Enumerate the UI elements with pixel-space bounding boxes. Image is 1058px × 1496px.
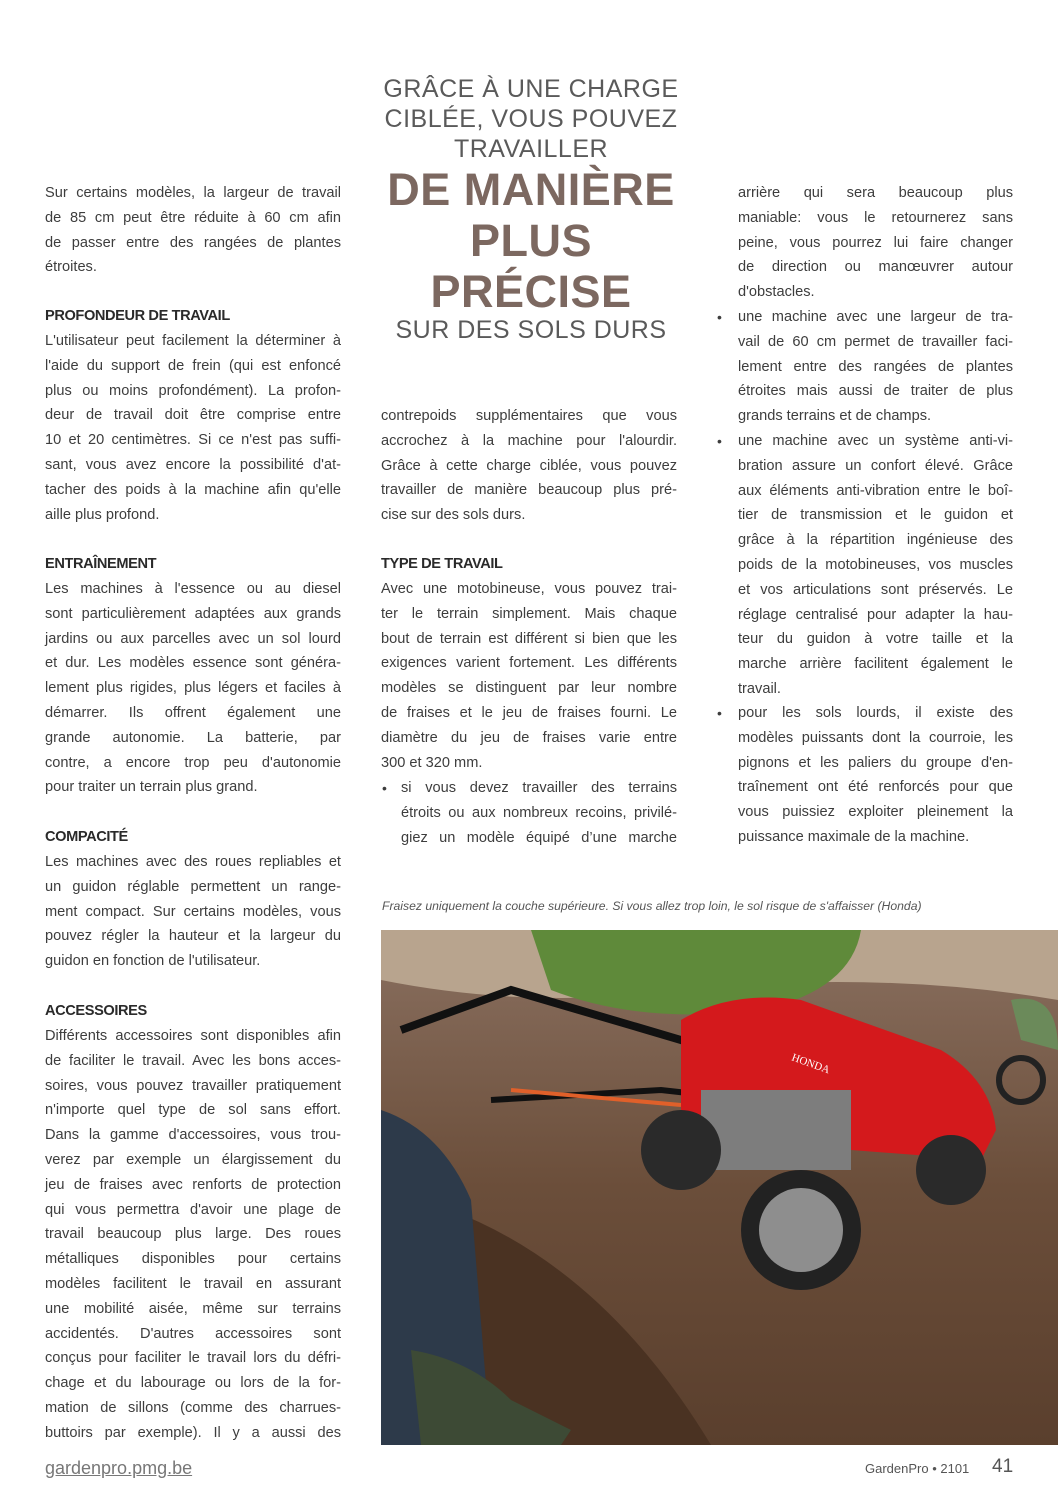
bullet-icon: •: [717, 433, 722, 449]
text-line: accidentés. D'autres accessoires sont: [45, 1325, 341, 1342]
text-line: étroites.: [45, 259, 97, 276]
text-line: de 85 cm peut être réduite à 60 cm afin: [45, 209, 341, 226]
bullet-icon: •: [717, 705, 722, 721]
text-line: grande autonomie. La batterie, par: [45, 729, 341, 746]
pull-quote-intro-line: TRAVAILLER: [453, 135, 609, 163]
text-line: lement plus rigides, plus légers et faciles à: [45, 680, 341, 697]
text-line: conçus pour faciliter le travail lors du défri-: [45, 1350, 341, 1367]
text-line: une machine avec un système anti-vi-: [738, 433, 1013, 449]
text-line: aille plus profond.: [45, 506, 160, 523]
text-line: lement entre des rangées de plantes: [738, 358, 1013, 375]
wheel-rim: [759, 1188, 843, 1272]
text-line: l'aide du support de frein (qui est enfoncé: [45, 357, 341, 374]
pull-quote-emphasis-line: PLUS: [469, 215, 592, 266]
text-line: sant, vous avez encore la possibilité d'at-: [45, 456, 341, 473]
pull-quote-emphasis-line: PRÉCISE: [430, 266, 632, 317]
text-line: tier de transmission et le guidon et: [738, 507, 1013, 524]
text-line: qui vous permettra d'avoir une plage de: [45, 1201, 341, 1218]
text-line: ter le terrain simplement. Mais chaque: [381, 605, 677, 622]
heading-entrainement: ENTRAÎNEMENT: [45, 556, 157, 572]
bullet-sols-lourds: [738, 701, 1013, 850]
text-line: et dur. Les modèles essence sont généra-: [45, 655, 341, 672]
bullet-largeur-60cm: [738, 305, 1013, 429]
bullet-icon: •: [382, 780, 387, 796]
text-line: modèles puissants dont la courroie, les: [738, 729, 1013, 746]
text-line: n'importe quel type de sol sans effort.: [45, 1102, 341, 1119]
text-line: puissance maximale de la machine.: [738, 828, 970, 845]
bullet-icon: •: [717, 309, 722, 325]
text-line: plus ou moins profondément). La profon-: [45, 382, 341, 399]
text-line: contre, a encore trop peu d'autonomie: [45, 754, 341, 771]
paragraph-compacite: [45, 850, 341, 974]
text-line: pour les sols lourds, il existe des: [738, 705, 1013, 721]
bullet-anti-vibration: [738, 429, 1013, 702]
text-line: vail de 60 cm permet de travailler faci-: [738, 333, 1013, 350]
text-line: modèles se distinguent par leur nombre: [381, 680, 677, 697]
text-line: guidon en fonction de l'utilisateur.: [45, 953, 261, 970]
text-line: tacher des poids à la machine afin qu'elle: [45, 481, 341, 498]
heading-profondeur: PROFONDEUR DE TRAVAIL: [45, 308, 230, 324]
text-line: modèles facilitent le travail en assurant: [45, 1275, 341, 1292]
bullet-marche-arriere-continued: [738, 181, 1013, 305]
text-line: de passer entre des rangées de plantes: [45, 234, 341, 251]
text-line: réglage centralisé pour adapter la hau-: [738, 606, 1013, 623]
text-line: une machine avec une largeur de tra-: [738, 309, 1013, 325]
text-line: bration assure un confort élevé. Grâce: [738, 457, 1013, 474]
text-line: travail.: [738, 680, 781, 697]
text-line: et vos articulations sont préservés. Le: [738, 581, 1013, 598]
text-line: de faciliter le travail. Avec les bons acces-: [45, 1052, 341, 1069]
text-line: Différents accessoires sont disponibles afin: [45, 1028, 341, 1044]
paragraph-entrainement: [45, 577, 341, 800]
text-line: mation de sillons (comme des charrues-: [45, 1399, 341, 1416]
text-line: poids de la motobineuses, vos muscles: [738, 556, 1013, 573]
text-line: jeu de fraises avec renforts de protection: [45, 1176, 341, 1193]
text-line: arrière qui sera beaucoup plus: [738, 185, 1013, 201]
pull-quote-intro-line: GRÂCE À UNE CHARGE: [383, 75, 679, 103]
text-line: travailler de manière beaucoup plus pré-: [381, 482, 677, 499]
paragraph-contrepoids: [381, 404, 677, 528]
honda-logo-text: HONDA: [789, 1051, 832, 1077]
tiller-photo: [381, 930, 1058, 1445]
text-line: étroites mais aussi de traiter de plus: [738, 383, 1013, 400]
paragraph-profondeur: [45, 329, 341, 527]
text-line: Les machines avec des roues repliables et: [45, 854, 341, 870]
paragraph-accessoires: [45, 1024, 341, 1446]
text-line: d'obstacles.: [738, 284, 815, 301]
text-line: travail beaucoup plus large. Des roues: [45, 1226, 341, 1243]
text-line: traînement ont été renforcés pour que: [738, 779, 1013, 796]
text-line: peine, vous pourrez lui faire changer: [738, 234, 1013, 251]
magazine-issue: GardenPro • 2101: [865, 1461, 970, 1476]
heading-accessoires: ACCESSOIRES: [45, 1003, 147, 1019]
text-line: de fraises et le jeu de fraises fourni. Le: [381, 704, 677, 721]
pull-quote-intro-line: CIBLÉE, VOUS POUVEZ: [384, 105, 678, 133]
text-line: Avec une motobineuse, vous pouvez trai-: [381, 581, 677, 597]
text-line: jardins ou aux parcelles avec un sol lourd: [45, 630, 341, 647]
website-link[interactable]: gardenpro.pmg.be: [45, 1458, 193, 1478]
bullet-marche-arriere: [401, 776, 677, 850]
text-line: diamètre du jeu de fraises varie entre: [381, 729, 677, 746]
pull-quote: [371, 74, 691, 345]
text-line: bout de terrain est différent si bien que les: [381, 630, 677, 647]
text-line: giez un modèle équipé d’une marche: [401, 829, 677, 846]
photo-caption: Fraisez uniquement la couche supérieure. Si vous allez trop loin, le sol risque de s'affaisser (Honda): [382, 899, 922, 913]
pull-quote-outro-line: SUR DES SOLS DURS: [395, 316, 667, 344]
text-line: cise sur des sols durs.: [381, 507, 526, 524]
text-line: métalliques disponibles pour certains: [45, 1251, 341, 1268]
paragraph-type-de-travail: [381, 577, 677, 775]
text-line: démarrer. Ils offrent également une: [45, 704, 341, 721]
heading-compacite: COMPACITÉ: [45, 829, 128, 845]
text-line: exigences varient fortement. Les différents: [381, 655, 677, 672]
text-line: buttoirs par exemple). Il y a aussi des: [45, 1424, 341, 1441]
text-line: deur de travail doit être comprise entre: [45, 407, 341, 424]
text-line: une mobilité aisée, même sur terrains: [45, 1300, 341, 1317]
text-line: Grâce à cette charge ciblée, vous pouvez: [381, 457, 677, 474]
engine-block: [701, 1090, 851, 1170]
text-line: L'utilisateur peut facilement la déterminer à: [45, 333, 341, 349]
heading-type-de-travail: TYPE DE TRAVAIL: [381, 556, 503, 572]
text-line: maniable: vous le retournerez sans: [738, 209, 1013, 226]
tine-wheel: [641, 1110, 721, 1190]
text-line: grâce à la répartition ingénieuse des: [738, 532, 1013, 549]
text-line: Les machines à l'essence ou au diesel: [45, 581, 341, 597]
text-line: pouvez régler la hauteur et la largeur du: [45, 928, 341, 945]
text-line: étroits ou aux nombreux recoins, privilé-: [401, 804, 677, 821]
text-line: 10 et 20 centimètres. Si ce n'est pas suffi-: [45, 432, 341, 449]
text-line: un guidon réglable permettent un range-: [45, 878, 341, 895]
text-line: pour traiter un terrain plus grand.: [45, 779, 258, 796]
text-line: 300 et 320 mm.: [381, 754, 483, 771]
rear-tine: [916, 1135, 986, 1205]
text-line: grands terrains et de champs.: [738, 408, 932, 425]
text-line: de direction ou manœuvrer autour: [738, 259, 1013, 276]
text-line: Sur certains modèles, la largeur de travail: [45, 185, 341, 201]
text-line: contrepoids supplémentaires que vous: [381, 408, 677, 424]
text-line: soires, vous pouvez travailler pratiquement: [45, 1077, 341, 1094]
text-line: ment compact. Sur certains modèles, vous: [45, 903, 341, 920]
page-number: 41: [992, 1456, 1014, 1477]
text-line: Dans la gamme d'accessoires, vous trou-: [45, 1127, 341, 1144]
text-line: accrochez à la machine pour l'alourdir.: [381, 432, 677, 449]
text-line: aux éléments anti-vibration entre le boî-: [738, 482, 1013, 499]
text-line: vous puissiez exploiter pleinement la: [738, 804, 1013, 821]
text-line: chage et du labourage ou lors de la for-: [45, 1375, 341, 1392]
text-line: marche arrière facilitent également le: [738, 656, 1013, 673]
paragraph-largeur: [45, 181, 341, 280]
text-line: si vous devez travailler des terrains: [401, 780, 677, 796]
pull-quote-emphasis-line: DE MANIÈRE: [387, 164, 675, 215]
text-line: pignons et les paliers du groupe d'en-: [738, 754, 1013, 771]
text-line: sont particulièrement adaptées aux grands: [45, 605, 341, 622]
text-line: teur du guidon à votre taille et la: [738, 631, 1013, 648]
text-line: verez par exemple un élargissement du: [45, 1151, 341, 1168]
